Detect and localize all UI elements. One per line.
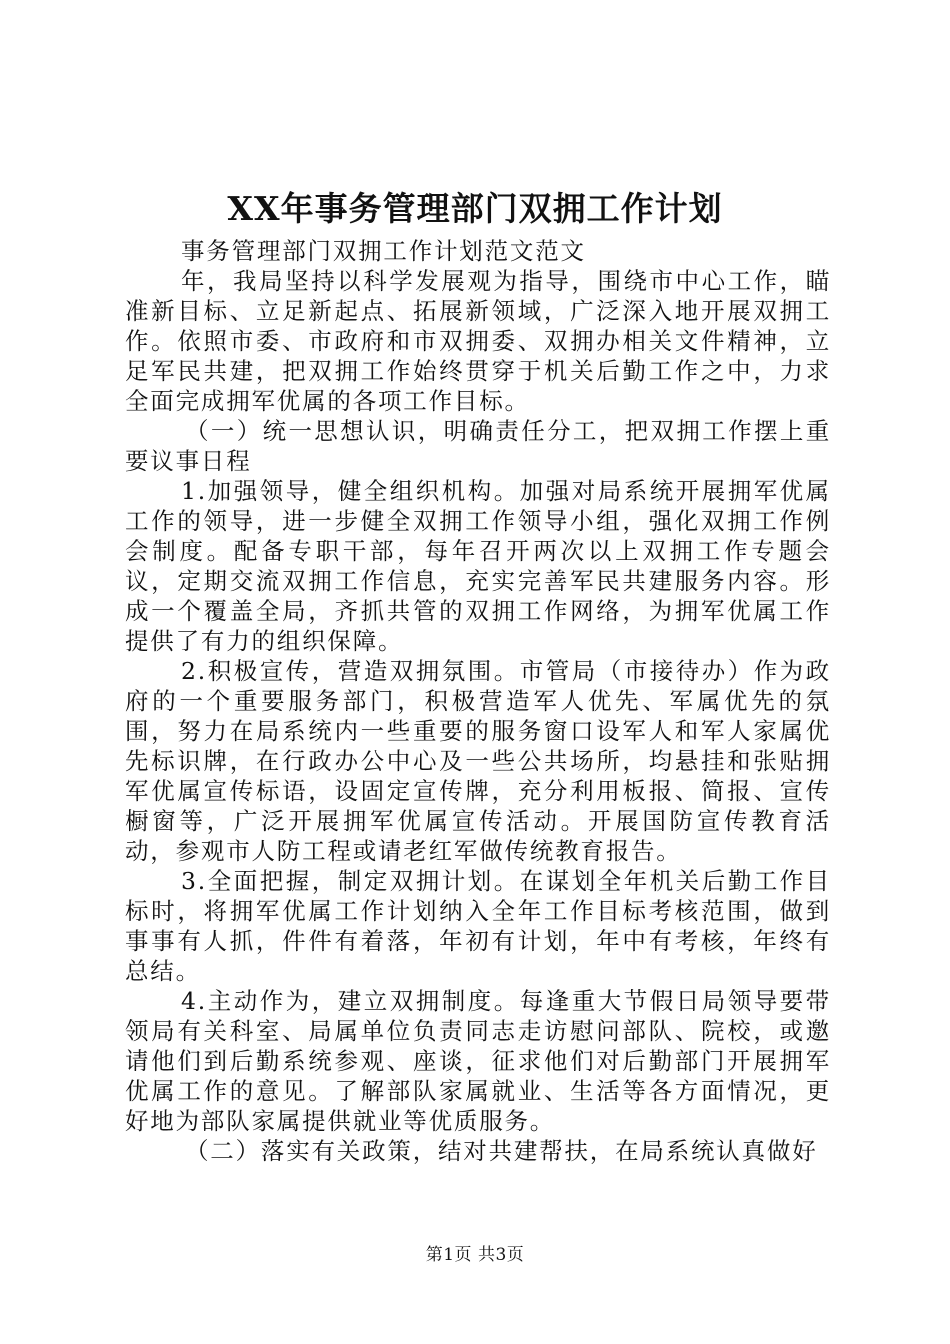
document-title: XX年事务管理部门双拥工作计划 — [227, 189, 723, 228]
paragraph-item-1: 1.加强领导，健全组织机构。加强对局系统开展拥军优属工作的领导，进一步健全双拥工作领导小组，强化双拥工作例会制度。配备专职干部，每年召开两次以上双拥工作专题会议，定期交流双拥工作信息，充实完善军民共建服务内容。形成一个覆盖全局，齐抓共管的双拥工作网络，为拥军优属工作提供了有力的组织保障。 — [125, 477, 831, 655]
section-heading-2: （二）落实有关政策，结对共建帮扶，在局系统认真做好 — [185, 1137, 818, 1165]
paragraph-intro: 年，我局坚持以科学发展观为指导，围绕市中心工作，瞄准新目标、立足新起点、拓展新领域，广泛深入地开展双拥工作。依照市委、市政府和市双拥委、双拥办相关文件精神，立足军民共建，把双拥工作始终贯穿于机关后勤工作之中，力求全面完成拥军优属的各项工作目标。 — [125, 267, 831, 415]
paragraph-item-2: 2.积极宣传，营造双拥氛围。市管局（市接待办）作为政府的一个重要服务部门，积极营造军人优先、军属优先的氛围，努力在局系统内一些重要的服务窗口设军人和军人家属优先标识牌，在行政办公中心及一些公共场所，均悬挂和张贴拥军优属宣传标语，设固定宣传牌，充分利用板报、简报、宣传橱窗等，广泛开展拥军优属宣传活动。开展国防宣传教育活动，参观市人防工程或请老红军做传统教育报告。 — [125, 657, 831, 865]
paragraph-item-3: 3.全面把握，制定双拥计划。在谋划全年机关后勤工作目标时，将拥军优属工作计划纳入全年工作目标考核范围，做到事事有人抓，件件有着落，年初有计划，年中有考核，年终有总结。 — [125, 867, 831, 985]
document-body — [125, 236, 831, 1166]
page-footer: 第1页 共3页 — [425, 1245, 525, 1265]
section-heading-1: （一）统一思想认识，明确责任分工，把双拥工作摆上重要议事日程 — [125, 417, 831, 475]
paragraph-item-4: 4.主动作为，建立双拥制度。每逢重大节假日局领导要带领局有关科室、局属单位负责同志走访慰问部队、院校，或邀请他们到后勤系统参观、座谈，征求他们对后勤部门开展拥军优属工作的意见。了解部队家属就业、生活等各方面情况，更好地为部队家属提供就业等优质服务。 — [125, 987, 831, 1135]
document-subtitle: 事务管理部门双拥工作计划范文范文 — [181, 237, 586, 265]
